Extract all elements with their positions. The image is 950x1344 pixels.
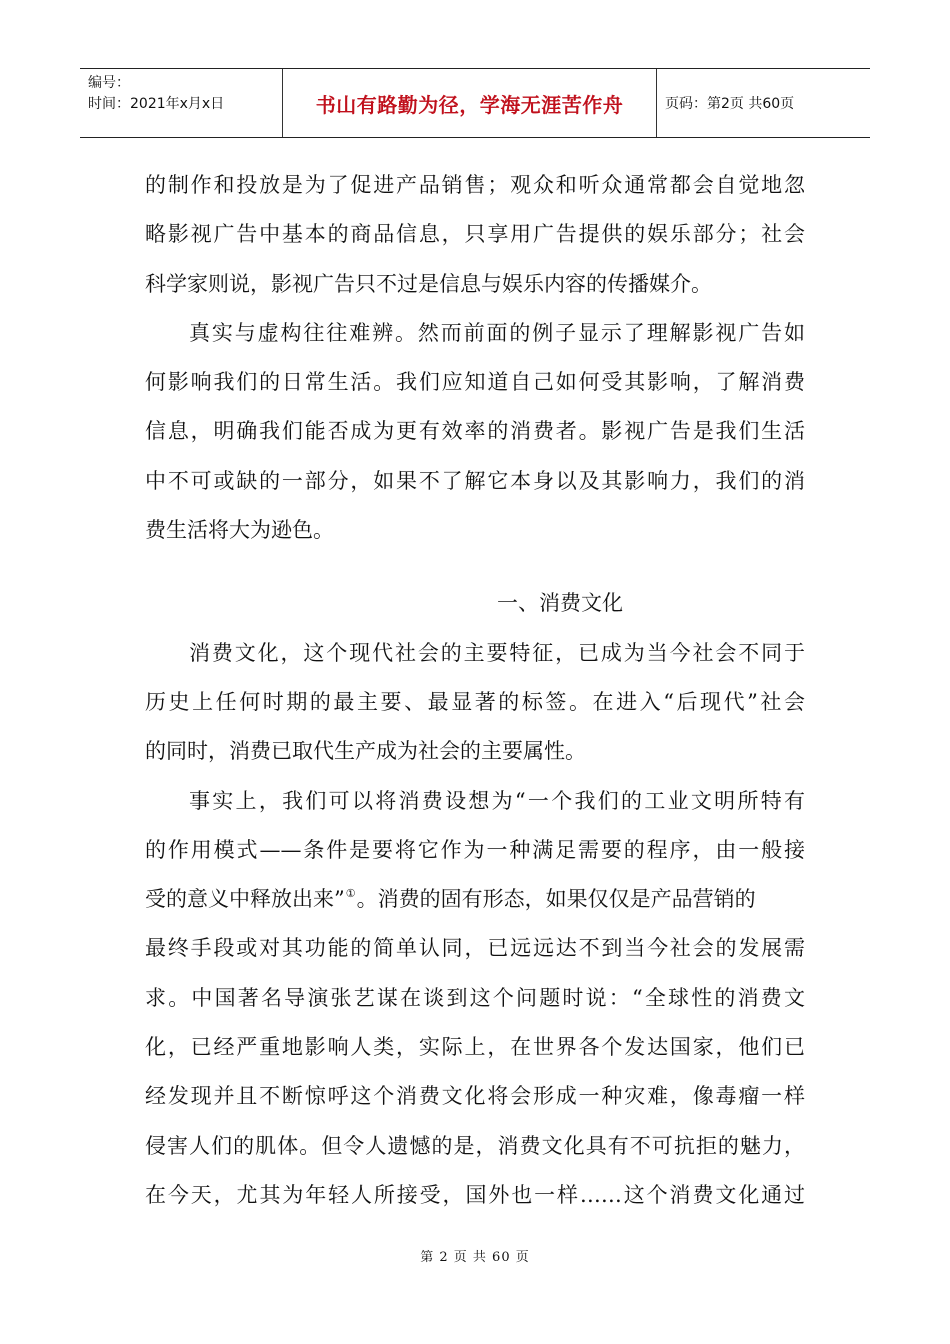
document-time-label: 时间：2021年x月x日 (88, 96, 225, 112)
text-line: 信息，明确我们能否成为更有效率的消费者。影视广告是我们生活 (145, 419, 805, 444)
text-line: 的作用模式——条件是要将它作为一种满足需要的程序，由一般接 (145, 837, 805, 862)
paragraph-2 (145, 309, 805, 555)
text-line: 何影响我们的日常生活。我们应知道自己如何受其影响，了解消费 (145, 370, 805, 395)
header-meta (80, 69, 283, 137)
paragraph-3 (145, 629, 805, 777)
text-line-with-footnote (145, 875, 805, 924)
page-footer: 第 2 页 共 60 页 (420, 1250, 530, 1265)
text-line: 科学家则说，影视广告只不过是信息与娱乐内容的传播媒介。 (145, 271, 712, 296)
text-line: 消费文化，这个现代社会的主要特征，已成为当今社会不同于 (189, 640, 805, 665)
header-motto-cell (283, 69, 657, 137)
text-line: 化，已经严重地影响人类，实际上，在世界各个发达国家，他们已 (145, 1035, 805, 1060)
document-body (145, 161, 805, 1220)
header-motto: 书山有路勤为径，学海无涯苦作舟 (315, 92, 624, 117)
text-line: 真实与虚构往往难辨。然而前面的例子显示了理解影视广告如 (189, 320, 805, 345)
paragraph-4 (145, 777, 805, 1221)
text-line: 略影视广告中基本的商品信息，只享用广告提供的娱乐部分；社会 (145, 222, 805, 247)
text-line: 历史上任何时期的最主要、最显著的标签。在进入“后现代”社会 (145, 689, 805, 714)
text-line: 求。中国著名导演张艺谋在谈到这个问题时说：“全球性的消费文 (145, 985, 805, 1010)
paragraph-1 (145, 161, 805, 309)
text-line: 经发现并且不断惊呼这个消费文化将会形成一种灾难，像毒瘤一样 (145, 1084, 805, 1109)
text-line: 侵害人们的肌体。但令人遗憾的是，消费文化具有不可抗拒的魅力， (145, 1133, 805, 1158)
text-fragment: 。消费的固有形态，如果仅仅是产品营销的 (356, 887, 756, 912)
text-line: 中不可或缺的一部分，如果不了解它本身以及其影响力，我们的消 (145, 468, 805, 493)
header-page-info: 页码：第2页 共60页 (665, 96, 795, 112)
text-line: 费生活将大为逊色。 (145, 518, 334, 543)
text-line: 事实上，我们可以将消费设想为“一个我们的工业文明所特有 (189, 788, 805, 813)
text-fragment: 受的意义中释放出来” (145, 887, 345, 912)
section-heading: 一、消费文化 (497, 591, 623, 616)
page-header (80, 68, 870, 138)
document-number-label: 编号： (88, 75, 130, 91)
text-line: 最终手段或对其功能的简单认同，已远远达不到当今社会的发展需 (145, 936, 805, 961)
text-line: 在今天，尤其为年轻人所接受，国外也一样……这个消费文化通过 (145, 1182, 805, 1207)
text-line: 的制作和投放是为了促进产品销售；观众和听众通常都会自觉地忽 (145, 173, 805, 197)
text-line: 的同时，消费已取代生产成为社会的主要属性。 (145, 739, 586, 764)
footnote-marker[interactable]: ① (345, 887, 356, 901)
